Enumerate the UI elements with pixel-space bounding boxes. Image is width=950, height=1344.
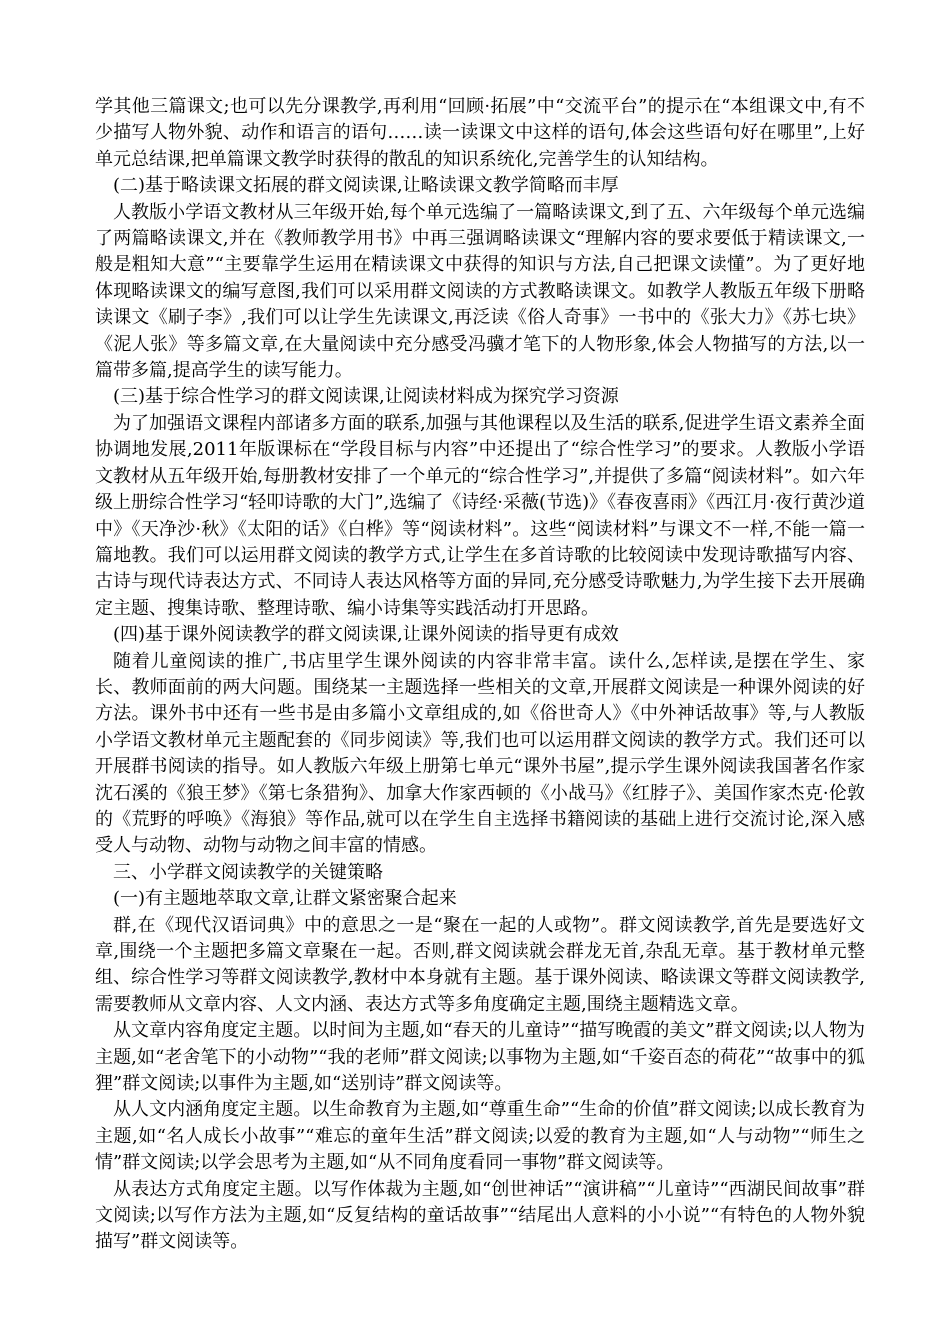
subheading-2: (二)基于略读课文拓展的群文阅读课,让略读课文教学简略而丰厚 — [113, 175, 619, 197]
subheading-3-1: (一)有主题地萃取文章,让群文紧密聚合起来 — [113, 888, 457, 910]
body-paragraph-6: 从文章内容角度定主题。以时间为主题,如“春天的儿童诗”“描写晚霞的美文”群文阅读;以人物为主题,如“老舍笔下的小动物”“我的老师”群文阅读;以事物为主题,如“千姿百态的荷花”“故事中的狐狸”群文阅读;以事件为主题,如“送别诗”群文阅读等。 — [95, 1020, 865, 1095]
body-paragraph-3: 为了加强语文课程内部诸多方面的联系,加强与其他课程以及生活的联系,促进学生语文素养全面协调地发展,2011年版课标在“学段目标与内容”中还提出了“综合性学习”的要求。人教版小学语文教材从五年级开始,每册教材安排了一个单元的“综合性学习”,并提供了多篇“阅读材料”。如六年级上册综合性学习“轻叩诗歌的大门”,选编了《诗经·采薇(节选)》《春夜喜雨》《西江月·夜行黄沙道中》《天净沙·秋》《太阳的话》《白桦》等“阅读材料”。这些“阅读材料”与课文不一样,不能一篇一篇地教。我们可以运用群文阅读的教学方式,让学生在多首诗歌的比较阅读中发现诗歌描写内容、古诗与现代诗表达方式、不同诗人表达风格等方面的异同,充分感受诗歌魅力,为学生接下去开展确定主题、搜集诗歌、整理诗歌、编小诗集等实践活动打开思路。 — [95, 412, 865, 619]
body-paragraph-1: 学其他三篇课文;也可以先分课教学,再利用“回顾·拓展”中“交流平台”的提示在“本组课文中,有不少描写人物外貌、动作和语言的语句……读一读课文中这样的语句,体会这些语句好在哪里”,上好单元总结课,把单篇课文教学时获得的散乱的知识系统化,完善学生的认知结构。 — [95, 96, 865, 170]
document-page — [95, 94, 865, 1256]
subheading-3: (三)基于综合性学习的群文阅读课,让阅读材料成为探究学习资源 — [113, 386, 619, 408]
body-paragraph-8: 从表达方式角度定主题。以写作体裁为主题,如“创世神话”“演讲稿”“儿童诗”“西湖民间故事”群文阅读;以写作方法为主题,如“反复结构的童话故事”“结尾出人意料的小小说”“有特色的人物外貌描写”群文阅读等。 — [95, 1178, 865, 1253]
subheading-4: (四)基于课外阅读教学的群文阅读课,让课外阅读的指导更有成效 — [113, 624, 619, 646]
body-paragraph-5: 群,在《现代汉语词典》中的意思之一是“聚在一起的人或物”。群文阅读教学,首先是要选好文章,围绕一个主题把多篇文章聚在一起。否则,群文阅读就会群龙无首,杂乱无章。基于教材单元整组、综合性学习等群文阅读教学,教材中本身就有主题。基于课外阅读、略读课文等群文阅读教学,需要教师从文章内容、人文内涵、表达方式等多角度确定主题,围绕主题精选文章。 — [95, 914, 865, 1015]
body-paragraph-7: 从人文内涵角度定主题。以生命教育为主题,如“尊重生命”“生命的价值”群文阅读;以成长教育为主题,如“名人成长小故事”“难忘的童年生活”群文阅读;以爱的教育为主题,如“人与动物”“师生之情”群文阅读;以学会思考为主题,如“从不同角度看同一事物”群文阅读等。 — [95, 1099, 865, 1174]
body-paragraph-2: 人教版小学语文教材从三年级开始,每个单元选编了一篇略读课文,到了五、六年级每个单元选编了两篇略读课文,并在《教师教学用书》中再三强调略读课文“理解内容的要求要低于精读课文,一般是粗知大意”“主要靠学生运用在精读课文中获得的知识与方法,自己把课文读懂”。为了更好地体现略读课文的编写意图,我们可以采用群文阅读的方式教略读课文。如教学人教版五年级下册略读课文《刷子李》,我们可以让学生先读课文,再泛读《俗人奇事》一书中的《张大力》《苏七块》《泥人张》等多篇文章,在大量阅读中充分感受冯骥才笔下的人物形象,体会人物描写的方法,以一篇带多篇,提高学生的读写能力。 — [95, 201, 865, 382]
body-paragraph-4: 随着儿童阅读的推广,书店里学生课外阅读的内容非常丰富。读什么,怎样读,是摆在学生、家长、教师面前的两大问题。围绕某一主题选择一些相关的文章,开展群文阅读是一种课外阅读的好方法。课外书中还有一些书是由多篇小文章组成的,如《俗世奇人》《中外神话故事》等,与人教版小学语文教材单元主题配套的《同步阅读》等,我们也可以运用群文阅读的教学方式。我们还可以开展群书阅读的指导。如人教版六年级上册第七单元“课外书屋”,提示学生课外阅读我国著名作家沈石溪的《狼王梦》《第七条猎狗》、加拿大作家西顿的《小战马》《红脖子》、美国作家杰克·伦敦的《荒野的呼唤》《海狼》等作品,就可以在学生自主选择书籍阅读的基础上进行交流讨论,深入感受人与动物、动物与动物之间丰富的情感。 — [95, 650, 865, 857]
section-heading-3: 三、小学群文阅读教学的关键策略 — [113, 861, 383, 883]
